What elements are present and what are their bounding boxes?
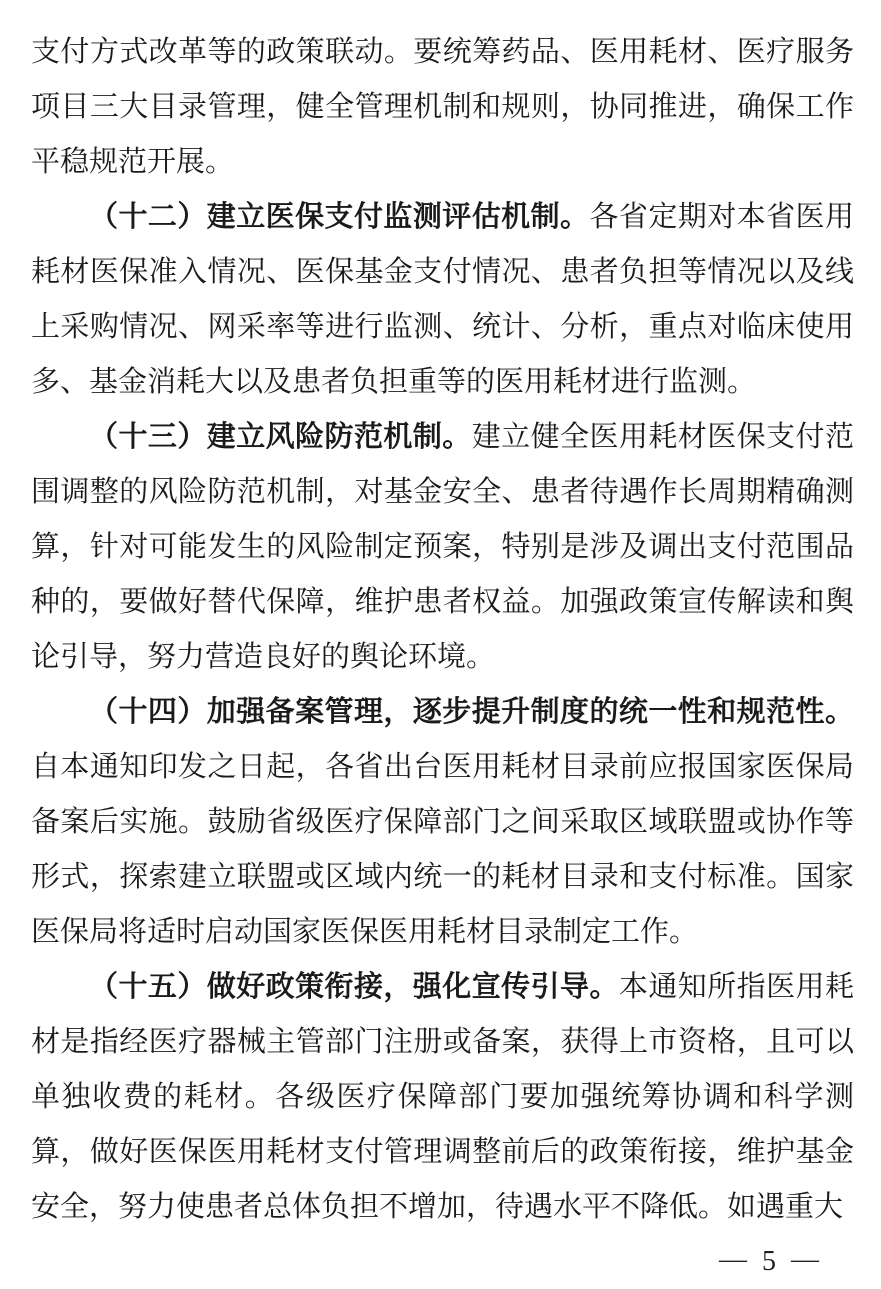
paragraph-text: 支付方式改革等的政策联动。要统筹药品、医用耗材、医疗服务项目三大目录管理，健全管理机制和规则，协同推进，确保工作平稳规范开展。 [31,36,854,178]
page-number: 5 [762,1246,776,1277]
paragraph-text: 本通知所指医用耗材是指经医疗器械主管部门注册或备案，获得上市资格，且可以单独收费的耗材。各级医疗保障部门要加强统筹协调和科学测算，做好医保医用耗材支付管理调整前后的政策衔接，维护基金安全，努力使患者总体负担不增加，待遇水平不降低。如遇重大 [31,971,854,1223]
section-heading: （十五）做好政策衔接，强化宣传引导。 [89,971,619,1003]
para-item-14 [31,685,854,960]
para-item-15 [31,960,854,1235]
para-item-12 [31,190,854,410]
section-heading: （十二）建立医保支付监测评估机制。 [89,201,590,233]
footer-right-dash: — [791,1244,819,1275]
section-heading: （十四）加强备案管理，逐步提升制度的统一性和规范性。 [89,696,854,728]
page-footer [719,1246,819,1278]
document-body [31,25,854,1235]
paragraph-text: 各省定期对本省医用耗材医保准入情况、医保基金支付情况、患者负担等情况以及线上采购情况、网采率等进行监测、统计、分析，重点对临床使用多、基金消耗大以及患者负担重等的医用耗材进行监测。 [31,201,854,398]
para-continuation [31,25,854,190]
footer-left-dash: — [719,1244,747,1275]
para-item-13 [31,410,854,685]
section-heading: （十三）建立风险防范机制。 [89,421,472,453]
paragraph-text: 自本通知印发之日起，各省出台医用耗材目录前应报国家医保局备案后实施。鼓励省级医疗保障部门之间采取区域联盟或协作等形式，探索建立联盟或区域内统一的耗材目录和支付标准。国家医保局将适时启动国家医保医用耗材目录制定工作。 [31,751,854,948]
paragraph-text: 建立健全医用耗材医保支付范围调整的风险防范机制，对基金安全、患者待遇作长周期精确测算，针对可能发生的风险制定预案，特别是涉及调出支付范围品种的，要做好替代保障，维护患者权益。加强政策宣传解读和舆论引导，努力营造良好的舆论环境。 [31,421,854,673]
